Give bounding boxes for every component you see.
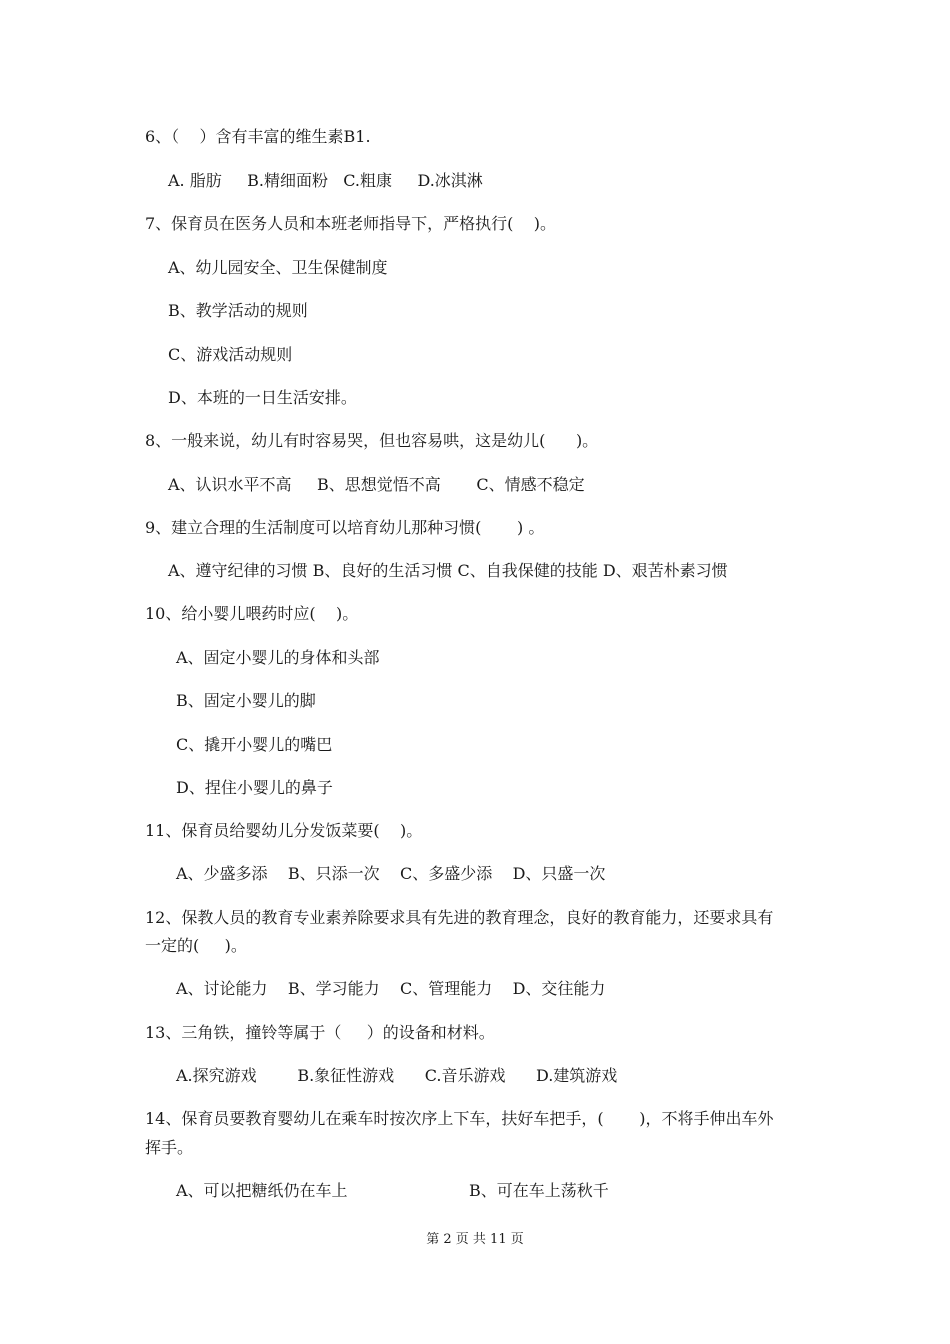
question-12: 12、保教人员的教育专业素养除要求具有先进的教育理念，良好的教育能力，还要求具有 (145, 908, 774, 927)
question-10-option-a: A、固定小婴儿的身体和头部 (176, 648, 380, 667)
question-12-options: A、讨论能力 B、学习能力 C、管理能力 D、交往能力 (176, 979, 606, 998)
question-10-option-c: C、撬开小婴儿的嘴巴 (176, 735, 333, 754)
question-7-option-b: B、教学活动的规则 (168, 301, 308, 320)
question-14-cont: 挥手。 (145, 1138, 194, 1157)
question-11-options: A、少盛多添 B、只添一次 C、多盛少添 D、只盛一次 (176, 864, 606, 883)
question-7-option-c: C、游戏活动规则 (168, 345, 293, 364)
question-7: 7、保育员在医务人员和本班老师指导下，严格执行( )。 (145, 214, 557, 233)
question-11: 11、保育员给婴幼儿分发饭菜要( )。 (145, 821, 423, 840)
question-6: 6、（ ）含有丰富的维生素B1. (145, 127, 371, 146)
question-8-options: A、认识水平不高 B、思想觉悟不高 C、情感不稳定 (168, 475, 585, 494)
question-7-option-d: D、本班的一日生活安排。 (168, 388, 357, 407)
question-7-option-a: A、幼儿园安全、卫生保健制度 (168, 258, 388, 277)
question-14-option-a: A、可以把糖纸仍在车上 (176, 1181, 348, 1200)
question-14-option-b: B、可在车上荡秋千 (469, 1181, 609, 1200)
question-10: 10、给小婴儿喂药时应( )。 (145, 604, 359, 623)
question-12-cont: 一定的( )。 (145, 936, 247, 955)
question-10-option-d: D、捏住小婴儿的鼻子 (176, 778, 333, 797)
question-6-options: A. 脂肪 B.精细面粉 C.粗康 D.冰淇淋 (168, 171, 483, 190)
question-14: 14、保育员要教育婴幼儿在乘车时按次序上下车，扶好车把手，( )，不将手伸出车外 (145, 1109, 774, 1128)
question-9: 9、建立合理的生活制度可以培育幼儿那种习惯( ) 。 (145, 518, 545, 537)
question-8: 8、一般来说，幼儿有时容易哭，但也容易哄，这是幼儿( )。 (145, 431, 599, 450)
page-number-footer: 第 2 页 共 11 页 (426, 1232, 524, 1247)
question-13: 13、三角铁，撞铃等属于（ ）的设备和材料。 (145, 1023, 495, 1042)
question-13-options: A.探究游戏 B.象征性游戏 C.音乐游戏 D.建筑游戏 (176, 1066, 618, 1085)
question-9-options: A、遵守纪律的习惯 B、良好的生活习惯 C、自我保健的技能 D、艰苦朴素习惯 (168, 561, 728, 580)
question-10-option-b: B、固定小婴儿的脚 (176, 691, 316, 710)
